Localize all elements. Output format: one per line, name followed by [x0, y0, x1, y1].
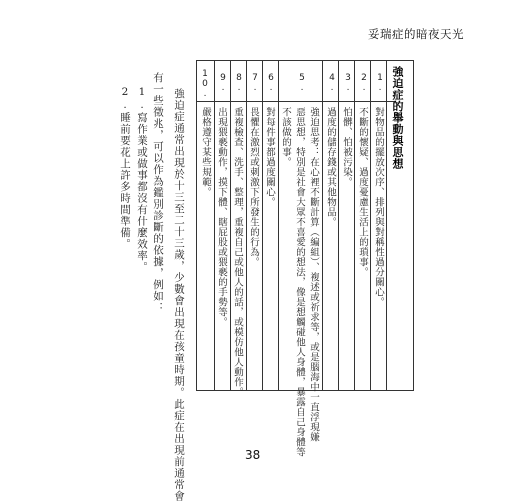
row-text: 強迫思考：在心裡不斷計算（編組）、複述或祈求等，或是腦海中一直浮現嫌 — [308, 107, 319, 443]
row-text: 畏懼在激烈或刺激下所發生的行為。 — [248, 107, 259, 267]
row-number: 6. — [266, 73, 276, 93]
row-number: 7. — [250, 73, 260, 93]
row-number: 10. — [200, 69, 210, 99]
body-list-item: 2.睡前要花上許多時間準備。 — [119, 86, 131, 250]
col-divider — [262, 61, 263, 390]
row-number: 3. — [343, 73, 353, 93]
table-title: 強迫症的舉動與思想 — [391, 66, 404, 170]
body-text-line: 強迫症通常出現於十三至二十三歲，少數會出現在孩童時期。此症在出現前通常會 — [173, 88, 185, 502]
row-number: 4. — [327, 73, 337, 93]
col-divider — [322, 61, 323, 390]
number-row-divider — [197, 101, 396, 102]
col-divider — [370, 61, 371, 390]
col-divider — [278, 61, 279, 390]
row-text: 不斷的懷疑、過度憂慮生活上的瑣事。 — [357, 107, 368, 277]
col-divider — [246, 61, 247, 390]
col-divider — [338, 61, 339, 390]
col-divider — [354, 61, 355, 390]
row-text: 出現猥褻動作，摸下體、瞎屁股或猥褻的手勢等。 — [216, 107, 227, 327]
row-text: 對每件事都過度關心。 — [264, 107, 275, 207]
row-text: 對物品的擺放次序、排列與對稱性過分關心。 — [373, 107, 384, 307]
col-divider — [230, 61, 231, 390]
row-text: 嚴格遵守某些規範。 — [200, 107, 211, 197]
row-text: 過度的儲存錢或其他物品。 — [325, 107, 336, 227]
body-list-item: 1.寫作業或做事都沒有什麼效率。 — [136, 86, 148, 273]
col-divider — [214, 61, 215, 390]
row-number: 9. — [218, 73, 228, 93]
row-number: 5. — [297, 73, 307, 93]
row-number: 1. — [375, 73, 385, 93]
row-text: 怕髒、怕被污染。 — [341, 107, 352, 187]
row-text: 重複檢查、洗手、整理，重複自己或他人的話，或模仿他人動作。 — [232, 107, 243, 397]
running-header: 妥瑞症的暗夜天光 — [368, 27, 464, 41]
page-number: 38 — [245, 448, 261, 462]
col-divider — [386, 61, 387, 390]
row-number: 2. — [359, 73, 369, 93]
row-text: 惡思想，特別是社會大眾不喜愛的想法，像是想觸碰他人身體，暴露自己身體等 — [294, 107, 305, 457]
row-text: 不該做的事。 — [280, 107, 291, 167]
row-number: 8. — [234, 73, 244, 93]
body-text-line: 有一些徵兆，可以作為鑑別診斷的依據，例如： — [152, 72, 164, 314]
